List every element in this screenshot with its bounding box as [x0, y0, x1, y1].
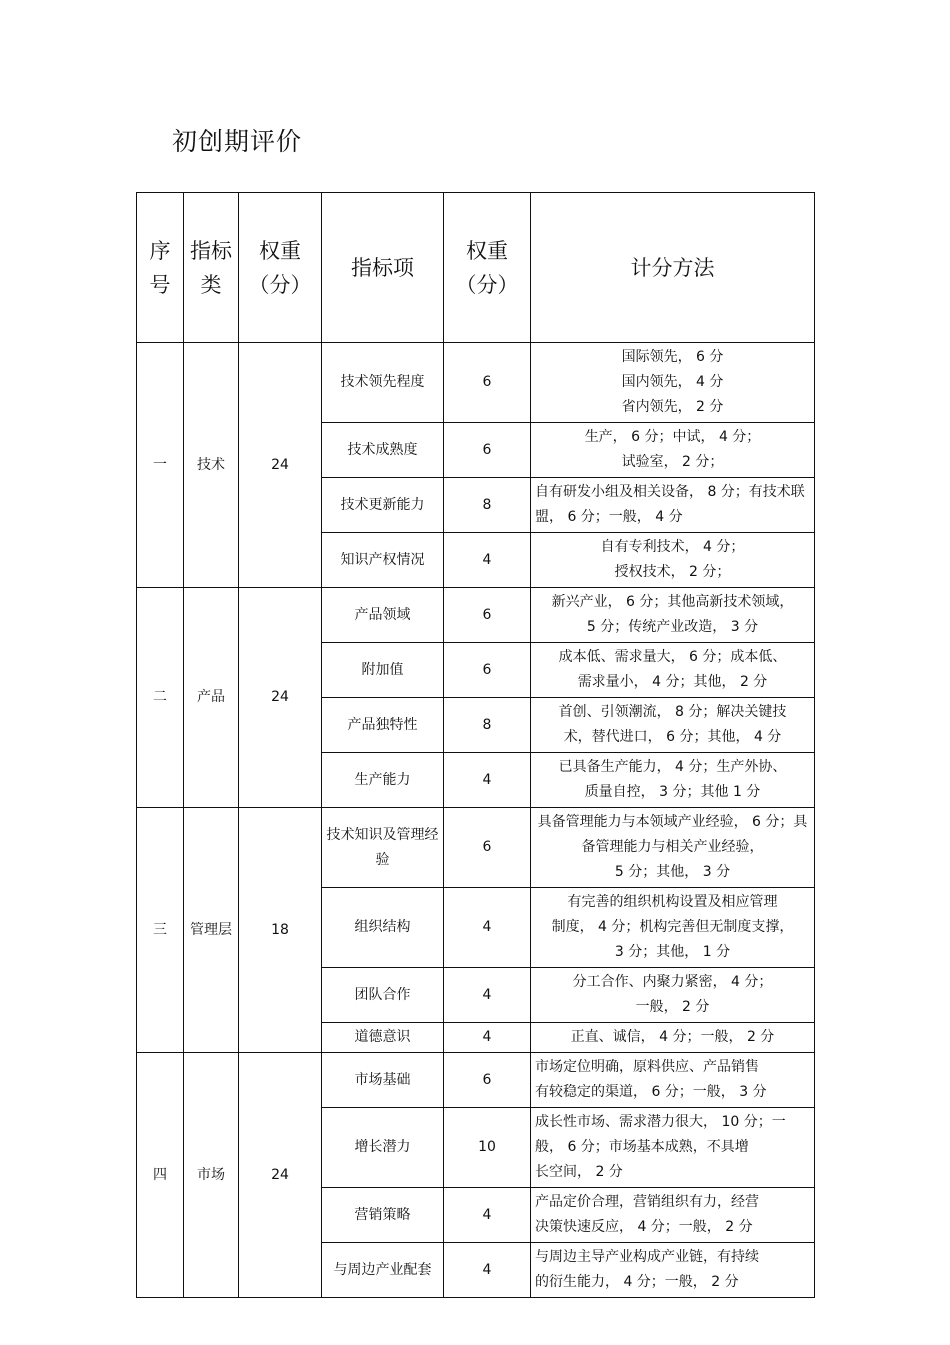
item-method: 分工合作、内聚力紧密， 4 分； 一般， 2 分 — [531, 968, 815, 1023]
item-name: 营销策略 — [322, 1188, 444, 1243]
item-weight: 8 — [444, 698, 531, 753]
item-name: 道德意识 — [322, 1023, 444, 1053]
item-method: 新兴产业， 6 分；其他高新技术领域， 5 分；传统产业改造， 3 分 — [531, 588, 815, 643]
group-weight: 24 — [239, 343, 322, 588]
group-seq: 一 — [137, 343, 184, 588]
item-method: 生产， 6 分；中试， 4 分； 试验室， 2 分； — [531, 423, 815, 478]
group-category: 管理层 — [184, 808, 239, 1053]
item-method: 具备管理能力与本领域产业经验， 6 分；具备管理能力与相关产业经验， 5 分；其他， 3 分 — [531, 808, 815, 888]
item-method: 自有专利技术， 4 分； 授权技术， 2 分； — [531, 533, 815, 588]
item-name: 技术成熟度 — [322, 423, 444, 478]
item-name: 附加值 — [322, 643, 444, 698]
item-method: 国际领先， 6 分 国内领先， 4 分 省内领先， 2 分 — [531, 343, 815, 423]
table-header — [137, 193, 815, 343]
table-row — [137, 588, 815, 643]
item-method: 有完善的组织机构设置及相应管理 制度， 4 分；机构完善但无制度支撑， 3 分；其他， 1 分 — [531, 888, 815, 968]
item-method: 成长性市场、需求潜力很大， 10 分；一般， 6 分；市场基本成熟，不具增 长空间， 2 分 — [531, 1108, 815, 1188]
item-method: 自有研发小组及相关设备， 8 分；有技术联盟， 6 分；一般， 4 分 — [531, 478, 815, 533]
group-seq: 四 — [137, 1053, 184, 1298]
item-weight: 4 — [444, 1243, 531, 1298]
table-body — [137, 343, 815, 1298]
group-category: 技术 — [184, 343, 239, 588]
item-weight: 4 — [444, 968, 531, 1023]
item-name: 组织结构 — [322, 888, 444, 968]
item-weight: 4 — [444, 533, 531, 588]
item-weight: 4 — [444, 753, 531, 808]
page-title: 初创期评价 — [172, 127, 303, 156]
header-weight-category: 权重（分） — [239, 193, 322, 343]
item-name: 团队合作 — [322, 968, 444, 1023]
item-name: 技术知识及管理经验 — [322, 808, 444, 888]
table-row — [137, 808, 815, 888]
item-weight: 10 — [444, 1108, 531, 1188]
header-method: 计分方法 — [531, 193, 815, 343]
item-name: 知识产权情况 — [322, 533, 444, 588]
item-weight: 4 — [444, 1023, 531, 1053]
group-seq: 二 — [137, 588, 184, 808]
group-category: 市场 — [184, 1053, 239, 1298]
header-item: 指标项 — [322, 193, 444, 343]
item-method: 与周边主导产业构成产业链，有持续 的衍生能力， 4 分；一般， 2 分 — [531, 1243, 815, 1298]
table-row — [137, 343, 815, 423]
header-weight-item: 权重（分） — [444, 193, 531, 343]
group-weight: 24 — [239, 1053, 322, 1298]
item-weight: 6 — [444, 423, 531, 478]
group-weight: 24 — [239, 588, 322, 808]
item-weight: 6 — [444, 343, 531, 423]
item-method: 已具备生产能力， 4 分；生产外协、 质量自控， 3 分；其他 1 分 — [531, 753, 815, 808]
table-row — [137, 1053, 815, 1108]
item-name: 产品独特性 — [322, 698, 444, 753]
item-weight: 6 — [444, 808, 531, 888]
item-name: 生产能力 — [322, 753, 444, 808]
item-weight: 4 — [444, 888, 531, 968]
item-weight: 6 — [444, 643, 531, 698]
group-category: 产品 — [184, 588, 239, 808]
item-method: 正直、诚信， 4 分；一般， 2 分 — [531, 1023, 815, 1053]
evaluation-table — [136, 192, 815, 1298]
item-weight: 8 — [444, 478, 531, 533]
header-category: 指标类 — [184, 193, 239, 343]
item-name: 技术领先程度 — [322, 343, 444, 423]
item-name: 产品领域 — [322, 588, 444, 643]
item-name: 增长潜力 — [322, 1108, 444, 1188]
item-weight: 6 — [444, 588, 531, 643]
item-name: 市场基础 — [322, 1053, 444, 1108]
item-method: 首创、引领潮流， 8 分；解决关键技 术，替代进口， 6 分；其他， 4 分 — [531, 698, 815, 753]
header-seq: 序号 — [137, 193, 184, 343]
item-name: 技术更新能力 — [322, 478, 444, 533]
item-weight: 4 — [444, 1188, 531, 1243]
item-name: 与周边产业配套 — [322, 1243, 444, 1298]
group-weight: 18 — [239, 808, 322, 1053]
group-seq: 三 — [137, 808, 184, 1053]
item-weight: 6 — [444, 1053, 531, 1108]
item-method: 市场定位明确，原料供应、产品销售 有较稳定的渠道， 6 分；一般， 3 分 — [531, 1053, 815, 1108]
item-method: 成本低、需求量大， 6 分；成本低、 需求量小， 4 分；其他， 2 分 — [531, 643, 815, 698]
item-method: 产品定价合理，营销组织有力，经营 决策快速反应， 4 分；一般， 2 分 — [531, 1188, 815, 1243]
